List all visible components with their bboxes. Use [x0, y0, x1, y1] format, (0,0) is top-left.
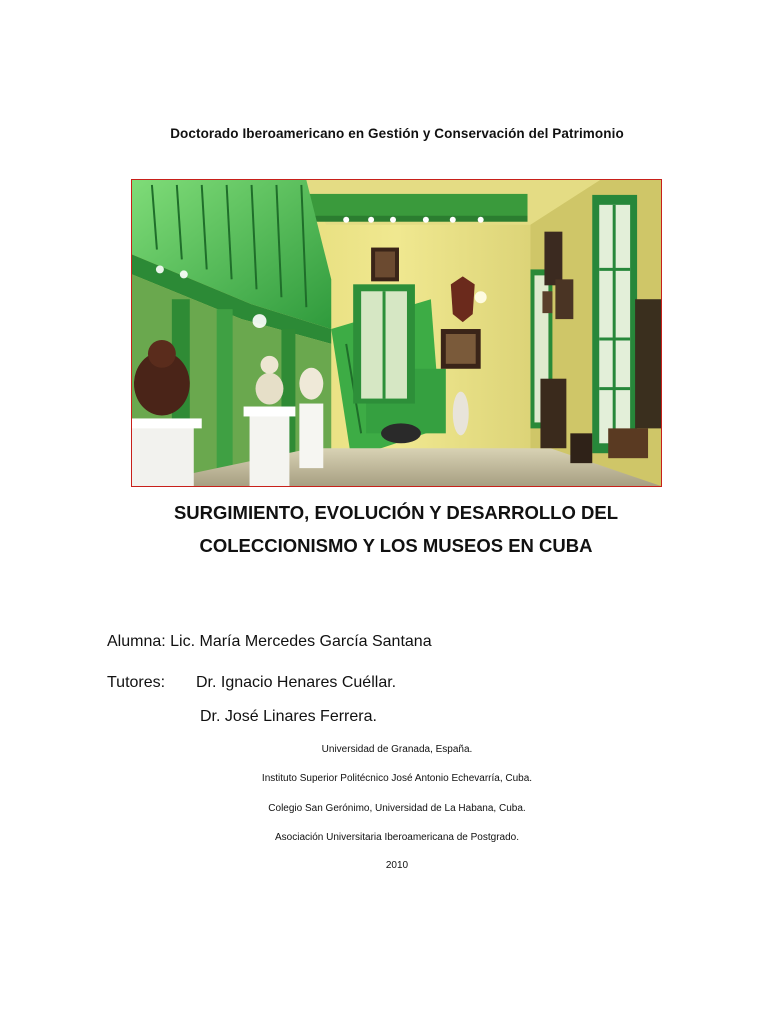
title-line-1: SURGIMIENTO, EVOLUCIÓN Y DESARROLLO DEL	[173, 502, 619, 523]
student-name: Alumna: Lic. María Mercedes García Santana	[107, 633, 432, 650]
tutors-label: Tutores:	[107, 674, 166, 691]
institution-1: Universidad de Granada, España.	[321, 744, 473, 755]
cover-photo	[131, 179, 662, 487]
tutor-2: Dr. José Linares Ferrera.	[200, 708, 377, 725]
title-line-2: COLECCIONISMO Y LOS MUSEOS EN CUBA	[199, 535, 593, 556]
institution-2: Instituto Superior Politécnico José Antonio Echevarría, Cuba.	[261, 773, 533, 784]
institution-3: Colegio San Gerónimo, Universidad de La Habana, Cuba.	[268, 803, 526, 814]
institution-4: Asociación Universitaria Iberoamericana de Postgrado.	[274, 832, 519, 843]
program-heading: Doctorado Iberoamericano en Gestión y Conservación del Patrimonio	[170, 126, 624, 141]
year: 2010	[385, 860, 409, 871]
document-title	[0, 496, 768, 562]
tutor-1: Dr. Ignacio Henares Cuéllar.	[196, 674, 397, 691]
